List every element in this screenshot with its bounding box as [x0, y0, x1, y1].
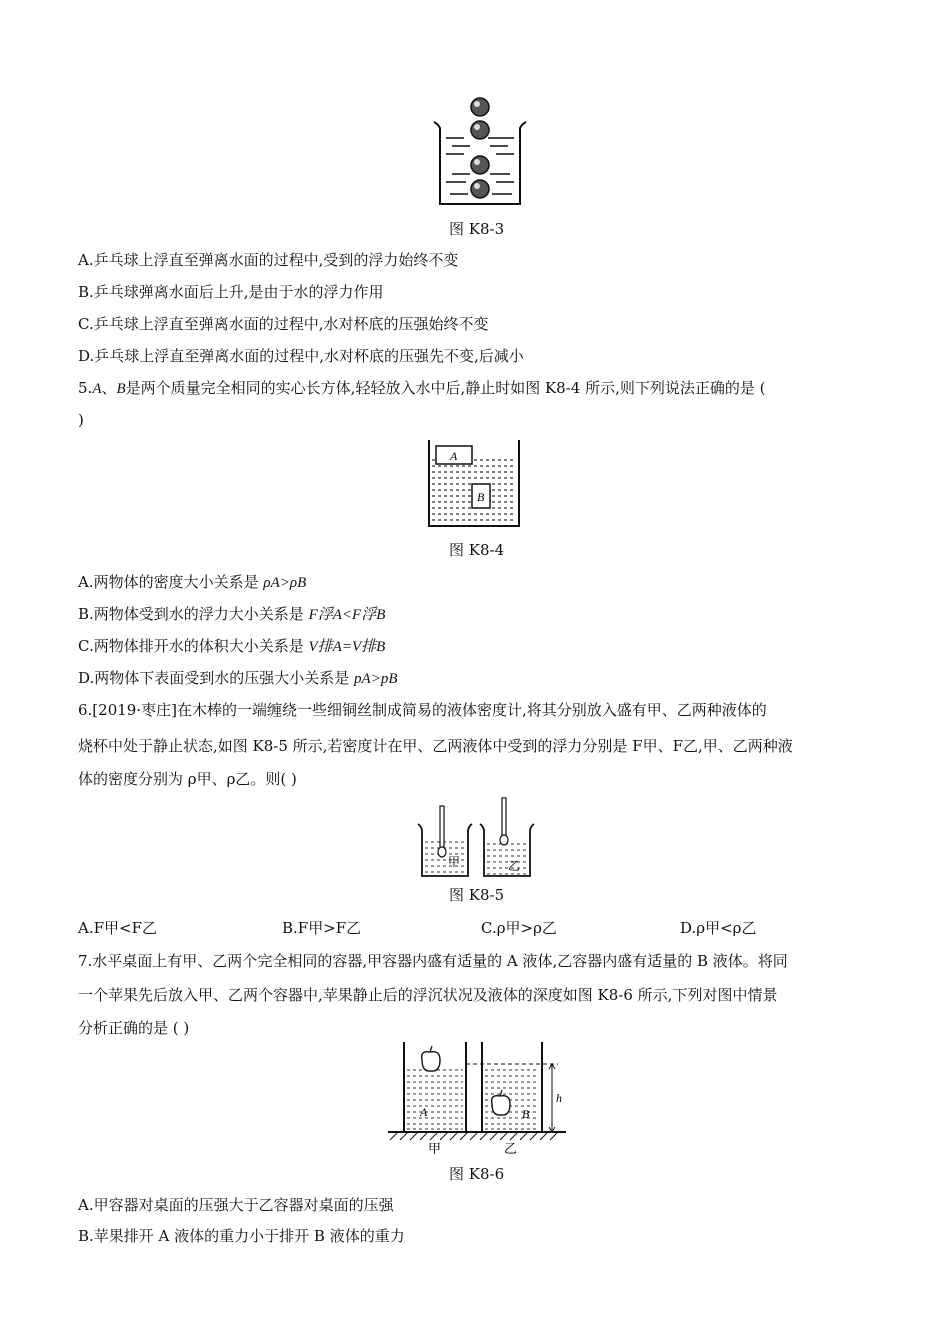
q5-option-a: A.两物体的密度大小关系是 ρA>ρB: [78, 573, 307, 591]
q6-stem-line1: 6.[2019·枣庄]在木棒的一端缠绕一些细铜丝制成简易的液体密度计,将其分别放入盛有甲、乙两种液体的: [78, 701, 767, 719]
ping-pong-ball: [471, 121, 489, 139]
q4-option-c: C.乒乓球上浮直至弹离水面的过程中,水对杯底的压强始终不变: [78, 315, 489, 333]
label-b: B: [477, 490, 485, 504]
label-a: A: [420, 1105, 428, 1119]
q5-option-c: C.两物体排开水的体积大小关系是 V排A=V排B: [78, 637, 386, 655]
ping-pong-ball: [471, 98, 489, 116]
q7-stem-line1: 7.水平桌面上有甲、乙两个完全相同的容器,甲容器内盛有适量的 A 液体,乙容器内盛有适量的 B 液体。将同: [78, 952, 788, 970]
hydrometer: [500, 798, 508, 845]
q6-option-c: C.ρ甲>ρ乙: [481, 919, 557, 937]
label-a: A: [450, 449, 458, 463]
ping-pong-ball: [471, 180, 489, 198]
q6-stem-line3: 体的密度分别为 ρ甲、ρ乙。则( ): [78, 770, 297, 788]
q5-stem-line1: 5.A、B是两个质量完全相同的实心长方体,轻轻放入水中后,静止时如图 K8-4 所示,则下列说法正确的是 (: [78, 379, 766, 397]
q7-stem-line2: 一个苹果先后放入甲、乙两个容器中,苹果静止后的浮沉状况及液体的深度如图 K8-6 所示,下列对图中情景: [78, 986, 778, 1004]
q4-option-a: A.乒乓球上浮直至弹离水面的过程中,受到的浮力始终不变: [78, 251, 459, 269]
figure-k8-6: [386, 1040, 576, 1156]
ping-pong-ball: [471, 156, 489, 174]
q6-option-b: B.F甲>F乙: [282, 919, 362, 937]
apple: [492, 1096, 510, 1115]
label-yi: 乙: [504, 1141, 518, 1156]
q7-option-a: A.甲容器对桌面的压强大于乙容器对桌面的压强: [78, 1196, 394, 1214]
q5-option-d: D.两物体下表面受到水的压强大小关系是 pA>pB: [78, 669, 398, 687]
figure-k8-4: [424, 438, 524, 530]
figure-k8-3: [430, 94, 530, 212]
q6-option-d: D.ρ甲<ρ乙: [680, 919, 757, 937]
hydrometer: [438, 806, 446, 857]
q4-option-d: D.乒乓球上浮直至弹离水面的过程中,水对杯底的压强先不变,后减小: [78, 347, 524, 365]
label-jia: 甲: [428, 1141, 442, 1156]
figure-caption: 图 K8-3: [449, 220, 505, 238]
label-yi: 乙: [508, 859, 521, 873]
label-jia: 甲: [448, 855, 461, 869]
q5-stem-line2: ): [78, 411, 84, 429]
q6-stem-line2: 烧杯中处于静止状态,如图 K8-5 所示,若密度计在甲、乙两液体中受到的浮力分别是 F甲、F乙,甲、乙两种液: [78, 737, 793, 755]
figure-caption: 图 K8-6: [449, 1165, 505, 1183]
q5-option-b: B.两物体受到水的浮力大小关系是 F浮A<F浮B: [78, 605, 386, 623]
depth-marker: [549, 1064, 555, 1132]
apple: [422, 1052, 440, 1071]
q4-option-b: B.乒乓球弹离水面后上升,是由于水的浮力作用: [78, 283, 384, 301]
q7-option-b: B.苹果排开 A 液体的重力小于排开 B 液体的重力: [78, 1227, 405, 1245]
figure-k8-5: [416, 796, 538, 880]
figure-caption: 图 K8-4: [449, 541, 505, 559]
figure-caption: 图 K8-5: [449, 886, 505, 904]
q7-stem-line3: 分析正确的是 ( ): [78, 1019, 190, 1037]
q6-option-a: A.F甲<F乙: [78, 919, 157, 937]
label-h: h: [556, 1091, 562, 1105]
label-b: B: [522, 1107, 530, 1121]
